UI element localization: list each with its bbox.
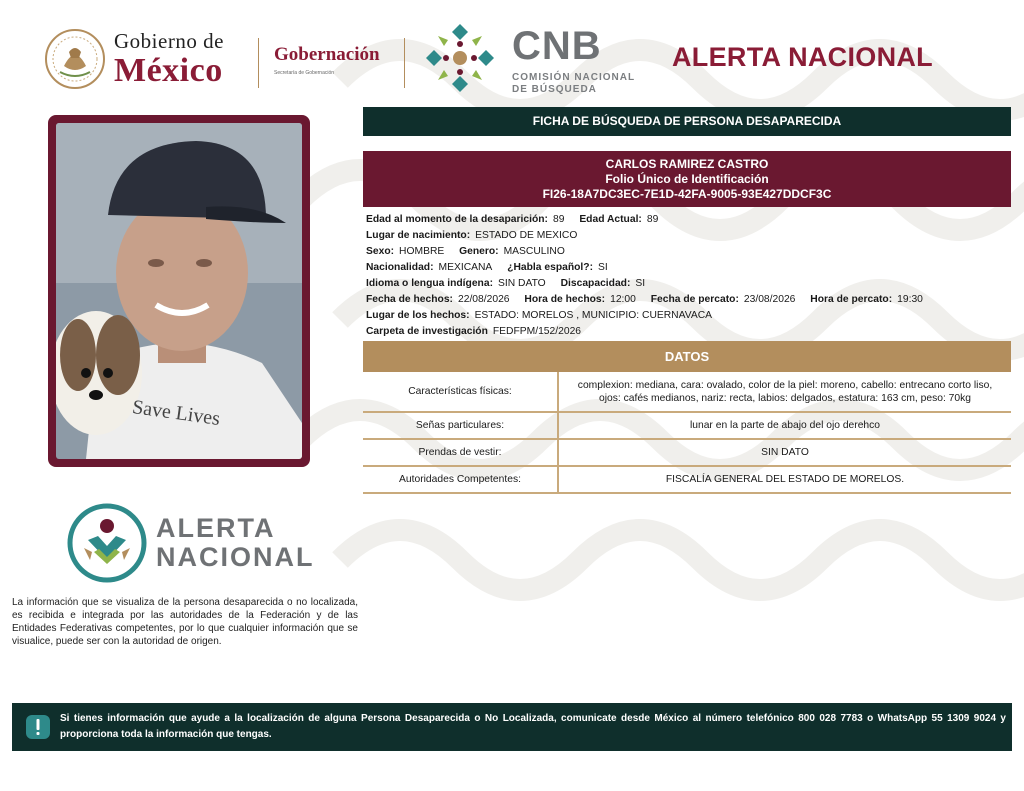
nacionalidad-label: Nacionalidad: [366,262,434,273]
caracteristicas-line2: ojos: cafés medianos, nariz: recta, labios: delgados, estatura: 163 cm, peso: 70kg [598,392,972,404]
info-row [366,308,1011,324]
espanol-label: ¿Habla español?: [507,262,594,273]
prendas-value: SIN DATO [558,439,1011,466]
fecha-hechos-label: Fecha de hechos: [366,294,453,305]
genero-label: Genero: [459,246,499,257]
sexo-label: Sexo: [366,246,395,257]
edad-actual-value: 89 [646,214,659,225]
discapacidad-label: Discapacidad: [560,278,631,289]
autoridades-label: Autoridades Competentes: [363,466,558,493]
hora-hechos-value: 12:00 [610,294,636,305]
cnb-emblem-icon [420,18,500,98]
table-row [363,439,1011,466]
divider [258,38,259,88]
datos-table [363,372,1011,494]
lengua-value: SIN DATO [498,278,546,289]
carpeta-label: Carpeta de investigación [366,326,488,337]
datos-title-bar: DATOS [363,341,1011,372]
fecha-percato-label: Fecha de percato: [650,294,739,305]
caracteristicas-label: Características físicas: [363,372,558,412]
caracteristicas-line1: complexion: mediana, cara: ovalado, color de la piel: moreno, cabello: entrecano corto liso, [577,379,993,391]
alerta-nacional-logo [66,502,315,584]
national-seal-icon [44,28,106,90]
edad-actual-label: Edad Actual: [579,214,642,225]
gobernacion-logo [274,44,380,76]
autoridades-value: FISCALÍA GENERAL DEL ESTADO DE MORELOS. [558,466,1011,493]
gobernacion-label: Gobernación [274,44,380,65]
page-title: ALERTA NACIONAL [672,42,933,72]
disclaimer-text: La información que se visualiza de la persona desaparecida o no localizada, es recibida e integrada por las autoridades de la Federación y de las Entidades Federativas competentes, por lo que cualquier información que se visualice, puede ser con la autoridad de origen. [12,597,358,647]
table-row [363,372,1011,412]
lugar-hechos-label: Lugar de los hechos: [366,310,470,321]
exclamation-icon [26,715,50,739]
info-row [366,244,1011,260]
discapacidad-value: SI [635,278,646,289]
info-row [366,212,1011,228]
missing-person-photo-frame [48,115,310,467]
info-row [366,276,1011,292]
footer-contact-text: Si tienes información que ayude a la localización de alguna Persona Desaparecida o No Localizada, comunicate desde México al número telefónico 800 028 7783 o WhatsApp 55 1309 9024 y proporciona toda la información que tengas. [60,713,1006,740]
nacionalidad-value: MEXICANA [438,262,493,273]
alerta-nacional-emblem-icon [66,502,148,584]
prendas-label: Prendas de vestir: [363,439,558,466]
header [0,0,1024,100]
gobierno-de-label: Gobierno de [114,28,224,53]
alerta-label: ALERTA [156,513,276,543]
lengua-label: Idioma o lengua indígena: [366,278,494,289]
hora-percato-value: 19:30 [897,294,923,305]
folio-label: Folio Único de Identificación [605,172,769,186]
info-row [366,324,1011,340]
footer-banner [12,703,1012,751]
cnb-acronym: CNB [512,24,602,68]
folio-value: FI26-18A7DC3EC-7E1D-42FA-9005-93E427DDCF3C [542,187,832,201]
sexo-value: HOMBRE [399,246,445,257]
cnb-logo-text [512,26,635,96]
nacional-label: NACIONAL [156,542,315,572]
nacimiento-label: Lugar de nacimiento: [366,230,471,241]
gobernacion-sub-label: Secretaría de Gobernación [274,70,335,76]
info-row [366,228,1011,244]
espanol-value: SI [598,262,608,273]
ficha-title-bar: FICHA DE BÚSQUEDA DE PERSONA DESAPARECIDA [363,107,1011,136]
genero-value: MASCULINO [503,246,565,257]
table-row [363,466,1011,493]
nacimiento-value: ESTADO DE MEXICO [475,230,578,241]
gobierno-de-mexico-logo [44,28,224,90]
info-row [366,292,1011,308]
divider [404,38,405,88]
hora-hechos-label: Hora de hechos: [524,294,606,305]
fecha-percato-value: 23/08/2026 [743,294,796,305]
senas-value: lunar en la parte de abajo del ojo derehco [558,412,1011,439]
cnb-name-line2: DE BÚSQUEDA [512,84,597,95]
fecha-hechos-value: 22/08/2026 [457,294,510,305]
missing-person-photo [56,123,302,459]
shirt-print-text: Save Lives [130,395,222,431]
person-name-box [363,151,1011,207]
lugar-hechos-value: ESTADO: MORELOS , MUNICIPIO: CUERNAVACA [474,310,712,321]
mexico-label: México [114,51,223,89]
person-info [366,212,1011,340]
hora-percato-label: Hora de percato: [810,294,893,305]
cnb-name-line1: COMISIÓN NACIONAL [512,72,636,83]
senas-label: Señas particulares: [363,412,558,439]
edad-desaparicion-label: Edad al momento de la desaparición: [366,214,548,225]
caracteristicas-value [558,372,1011,412]
info-row [366,260,1011,276]
edad-desaparicion-value: 89 [552,214,565,225]
carpeta-value: FEDFPM/152/2026 [492,326,582,337]
table-row [363,412,1011,439]
person-name: CARLOS RAMIREZ CASTRO [605,157,769,171]
